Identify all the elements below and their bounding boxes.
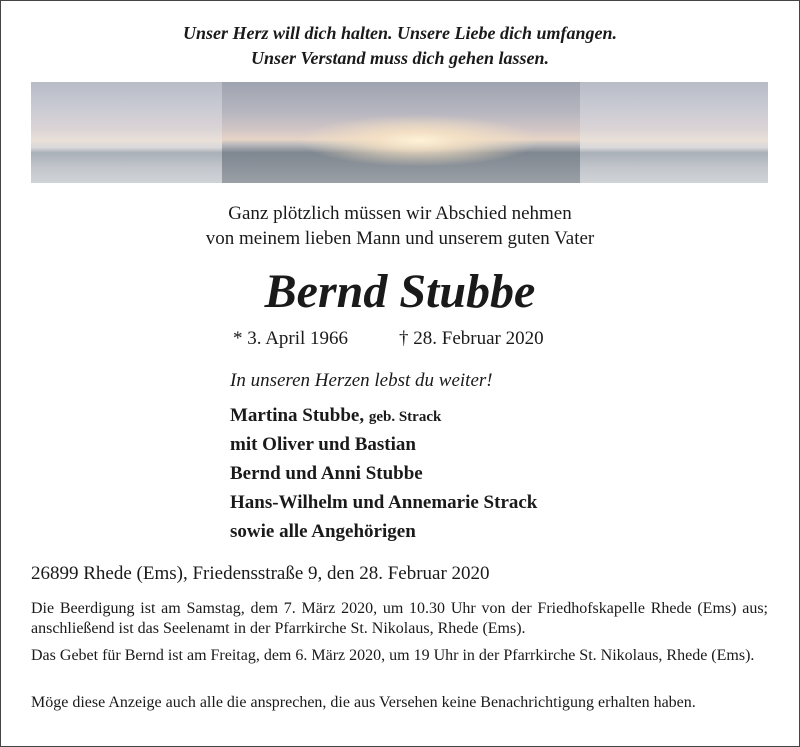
birth-date: * 3. April 1966 [233,328,349,349]
motto-line-2: Unser Verstand muss dich gehen lassen. [250,48,550,68]
mourner-line [230,404,441,429]
mourner-name: Hans-Wilhelm und Annemarie Strack [230,492,538,513]
notice-paragraph: Möge diese Anzeige auch alle die ansprechen, die aus Versehen keine Benachrichtigung erhalten haben. [31,694,696,711]
mourner-name: sowie alle Angehörigen [230,521,416,542]
place-and-date: 26899 Rhede (Ems), Friedensstraße 9, den 28. Februar 2020 [31,563,490,584]
mourner-line [230,520,416,544]
mourner-name: Bernd und Anni Stubbe [230,463,423,484]
remembrance-line: In unseren Herzen lebst du weiter! [230,370,493,391]
mourner-maiden-name: geb. Strack [368,409,442,425]
funeral-info-paragraph: Die Beerdigung ist am Samstag, dem 7. März 2020, um 10.30 Uhr von der Friedhofskapelle Rhede (Ems) aus; anschließend ist das Seelenamt in der Pfarrkirche St. Nikolaus, Rhede (Ems). [31,600,768,637]
mourner-name: mit Oliver und Bastian [230,434,416,455]
deceased-name: Bernd Stubbe [264,265,536,318]
sunset-image-center [222,82,580,183]
mourner-line [230,462,423,486]
sunset-sea-image [31,82,768,183]
mourner-line [230,491,537,515]
mourner-line [230,433,416,457]
intro-line-2: von meinem lieben Mann und unserem guten Vater [205,228,595,249]
prayer-info-paragraph: Das Gebet für Bernd ist am Freitag, dem 6. März 2020, um 19 Uhr in der Pfarrkirche St. Nikolaus, Rhede (Ems). [31,647,755,664]
death-date: † 28. Februar 2020 [399,328,544,349]
mourner-name: Martina Stubbe, [230,405,365,426]
intro-line-1: Ganz plötzlich müssen wir Abschied nehmen [228,203,572,224]
motto-line-1: Unser Herz will dich halten. Unsere Liebe dich umfangen. [182,23,618,43]
